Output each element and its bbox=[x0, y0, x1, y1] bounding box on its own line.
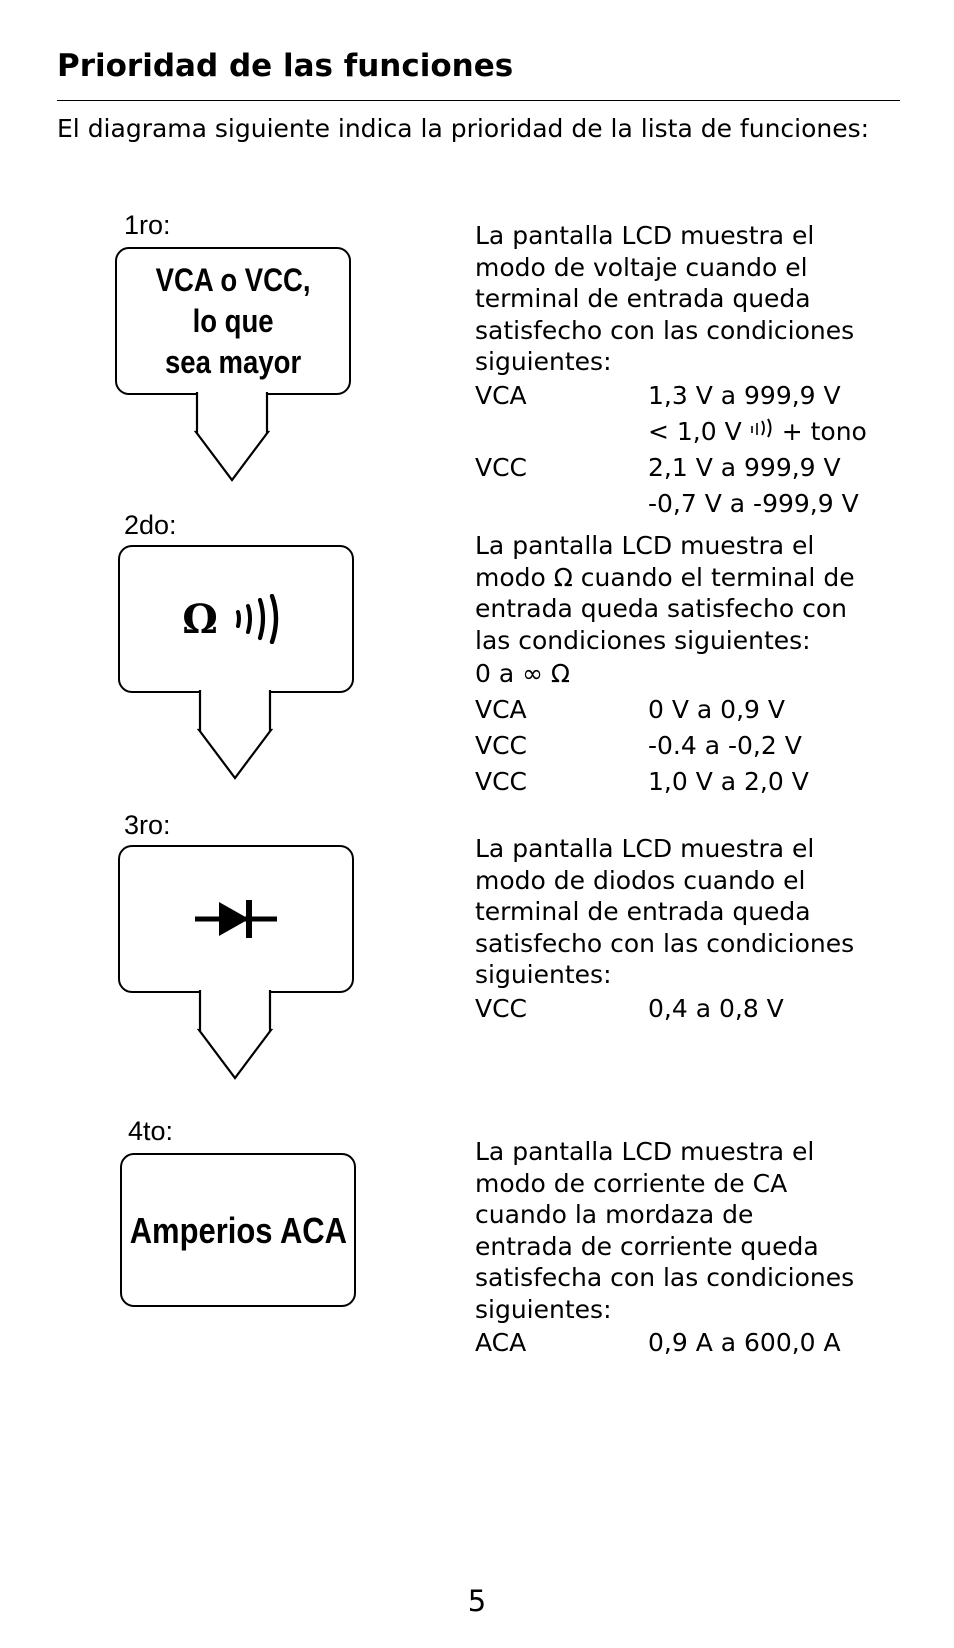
step-4-box bbox=[120, 1153, 356, 1307]
row-value: -0.4 a -0,2 V bbox=[648, 731, 802, 761]
step-2-label: 2do: bbox=[124, 510, 177, 540]
step-4-row-1 bbox=[475, 1325, 855, 1361]
step-3-down-arrow-icon bbox=[193, 990, 277, 1082]
row-value-tail: + tono bbox=[781, 416, 867, 446]
step-2-row-1 bbox=[475, 692, 855, 728]
range-text: 0 a ∞ Ω bbox=[475, 659, 570, 689]
step-4-box-text: Amperios ACA bbox=[129, 1209, 347, 1251]
row-value: 1,0 V a 2,0 V bbox=[648, 767, 809, 797]
step-1-row-1 bbox=[475, 378, 867, 414]
step-1-row-3 bbox=[475, 450, 867, 486]
step-1-box bbox=[115, 247, 351, 395]
step-1-box-line-2: lo que bbox=[192, 302, 274, 339]
row-value: 2,1 V a 999,9 V bbox=[648, 452, 841, 482]
row-value: 0,9 A a 600,0 A bbox=[648, 1328, 841, 1358]
step-3-label: 3ro: bbox=[124, 810, 171, 840]
row-value: 0,4 a 0,8 V bbox=[648, 993, 784, 1023]
ohm-symbol: Ω bbox=[182, 595, 218, 643]
row-value: 1,3 V a 999,9 V bbox=[648, 380, 841, 410]
intro-text: El diagrama siguiente indica la prioridad de la lista de funciones: bbox=[57, 114, 870, 143]
step-2-description bbox=[475, 530, 855, 800]
row-value: -0,7 V a -999,9 V bbox=[648, 488, 859, 518]
step-3-row-1 bbox=[475, 991, 855, 1027]
row-key: VCC bbox=[475, 731, 528, 761]
step-4-label: 4to: bbox=[128, 1116, 174, 1146]
title-divider bbox=[57, 100, 900, 101]
step-1-box-line-3: sea mayor bbox=[164, 343, 302, 380]
step-1-down-arrow-icon bbox=[190, 392, 274, 484]
step-2-row-3 bbox=[475, 764, 855, 800]
step-2-down-arrow-icon bbox=[193, 690, 277, 782]
diode-icon bbox=[191, 894, 281, 944]
step-1-description bbox=[475, 220, 867, 522]
continuity-icon bbox=[232, 594, 290, 644]
row-key: VCA bbox=[475, 695, 527, 725]
page-number: 5 bbox=[467, 1584, 487, 1618]
step-1-label: 1ro: bbox=[124, 210, 171, 240]
step-2-desc-text: La pantalla LCD muestra el modo Ω cuando el terminal de entrada queda satisfecho con las condiciones siguientes: bbox=[475, 531, 855, 655]
step-3-desc-text: La pantalla LCD muestra el modo de diodos cuando el terminal de entrada queda satisfecho con las condiciones siguientes: bbox=[475, 834, 855, 989]
continuity-icon bbox=[748, 417, 778, 439]
step-1-desc-text: La pantalla LCD muestra el modo de voltaje cuando el terminal de entrada queda satisfecho con las condiciones siguientes: bbox=[475, 221, 855, 376]
step-1-row-2 bbox=[475, 414, 867, 450]
step-4-desc-text: La pantalla LCD muestra el modo de corriente de CA cuando la mordaza de entrada de corriente queda satisfecha con las condiciones siguientes: bbox=[475, 1137, 855, 1324]
row-key: VCC bbox=[475, 452, 528, 482]
row-key: VCC bbox=[475, 767, 528, 797]
step-1-box-line-1: VCA o VCC, bbox=[155, 261, 311, 298]
step-1-row-4 bbox=[475, 486, 867, 522]
row-key: ACA bbox=[475, 1328, 527, 1358]
page-title: Prioridad de las funciones bbox=[57, 48, 514, 84]
step-4-description bbox=[475, 1136, 855, 1361]
row-value: 0 V a 0,9 V bbox=[648, 695, 785, 725]
row-key: VCA bbox=[475, 380, 527, 410]
row-key: VCC bbox=[475, 993, 528, 1023]
step-2-box bbox=[118, 545, 354, 693]
row-value: < 1,0 V bbox=[648, 416, 742, 446]
step-2-range bbox=[475, 656, 855, 692]
step-2-row-2 bbox=[475, 728, 855, 764]
step-3-description bbox=[475, 833, 855, 1027]
step-3-box bbox=[118, 845, 354, 993]
